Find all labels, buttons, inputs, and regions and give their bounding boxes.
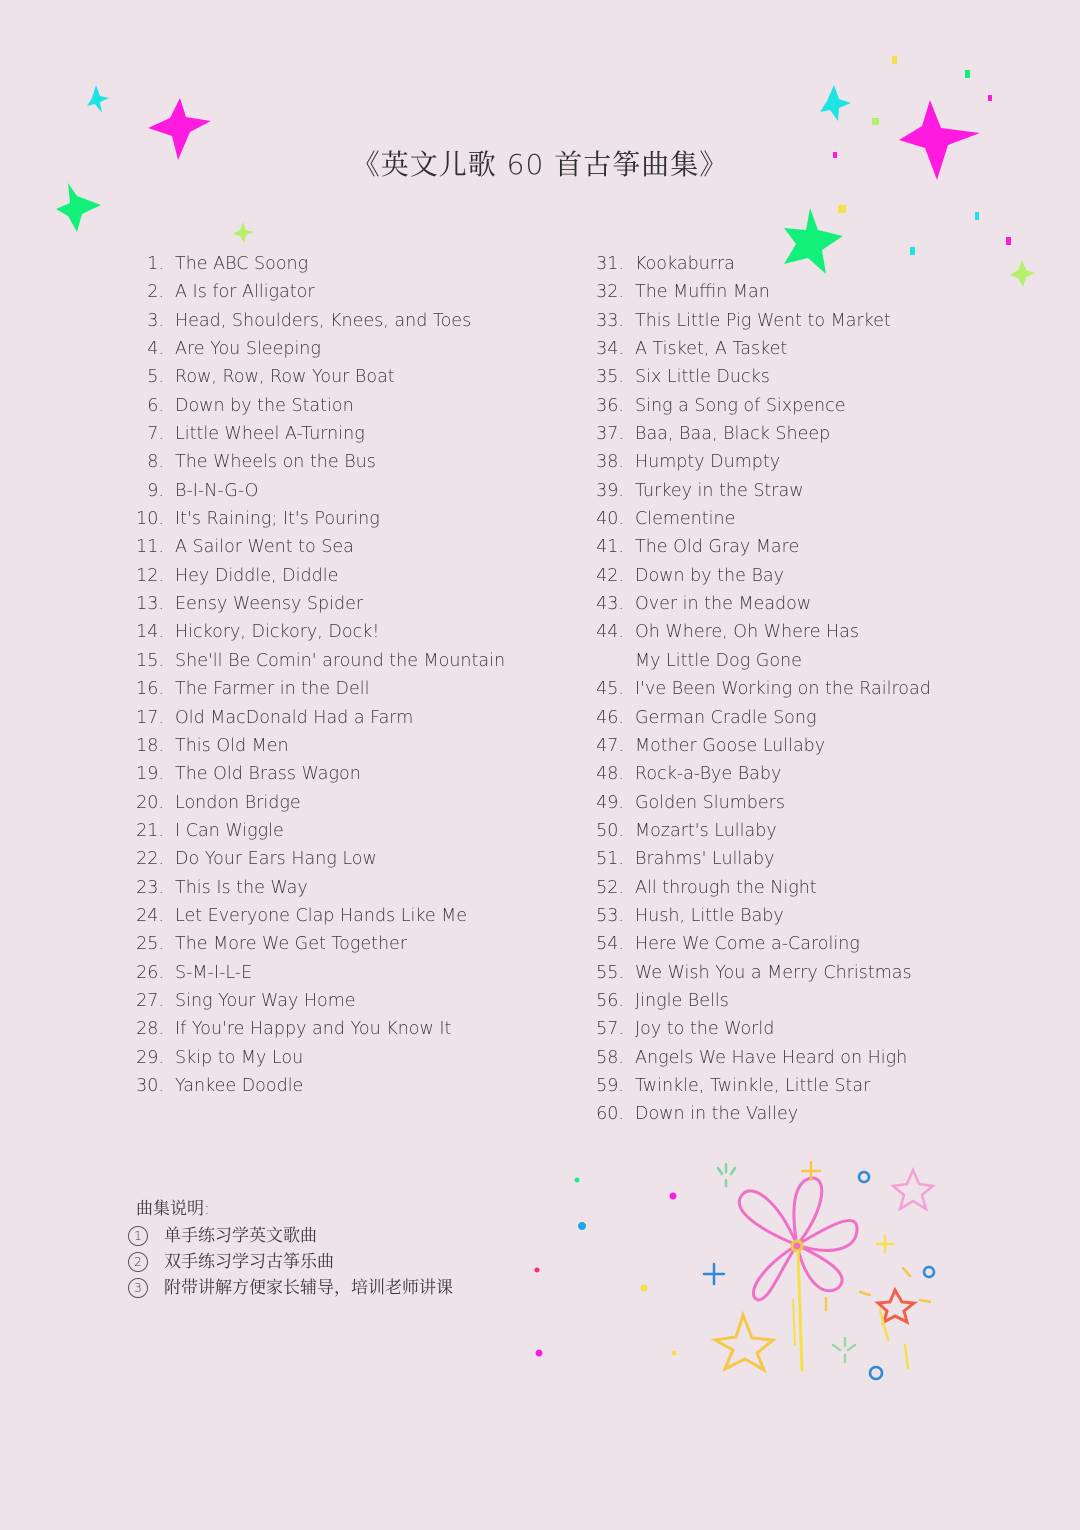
green-star-icon	[56, 183, 101, 232]
song-item	[588, 590, 1008, 618]
song-number: 3.	[147, 310, 164, 331]
song-item	[588, 874, 1008, 902]
song-title: Are You Sleeping	[175, 339, 321, 360]
song-number: 59.	[596, 1075, 624, 1096]
song-title: Over in the Meadow	[635, 594, 812, 615]
note-text: 附带讲解方便家长辅导，培训老师讲课	[164, 1278, 453, 1298]
song-number: 43.	[596, 594, 624, 615]
song-number: 21.	[136, 820, 164, 841]
song-title: I Can Wiggle	[175, 820, 284, 841]
song-title: The Farmer in the Dell	[175, 679, 370, 700]
cyan-star-icon	[87, 85, 109, 113]
song-title: Here We Come a-Caroling	[635, 934, 860, 955]
song-item	[128, 987, 568, 1015]
song-number: 46.	[596, 707, 624, 728]
song-number: 26.	[136, 962, 164, 983]
song-number: 40.	[596, 509, 624, 530]
song-title: I've Been Working on the Railroad	[635, 679, 931, 700]
song-item	[128, 477, 568, 505]
song-number: 38.	[596, 452, 624, 473]
song-title: Sing Your Way Home	[175, 990, 356, 1011]
note-item	[128, 1275, 453, 1301]
song-number: 44.	[596, 622, 624, 643]
song-title: All through the Night	[635, 877, 817, 898]
song-number: 19.	[136, 764, 164, 785]
song-title: We Wish You a Merry Christmas	[635, 962, 912, 983]
song-item	[128, 448, 568, 476]
song-number: 12.	[136, 565, 164, 586]
song-number: 36.	[596, 395, 624, 416]
song-number: 57.	[596, 1019, 624, 1040]
song-title: Down in the Valley	[635, 1104, 799, 1125]
green-star-icon	[784, 208, 843, 274]
song-title: Down by the Bay	[635, 565, 784, 586]
note-text: 单手练习学英文歌曲	[164, 1226, 317, 1246]
song-title: Sing a Song of Sixpence	[635, 395, 846, 416]
song-item	[128, 647, 568, 675]
song-number: 42.	[596, 565, 624, 586]
song-title: If You're Happy and You Know It	[175, 1019, 452, 1040]
song-number: 4.	[147, 339, 164, 360]
song-number: 18.	[136, 735, 164, 756]
page-title: 《英文儿歌 60 首古筝曲集》	[351, 148, 729, 181]
song-title: Turkey in the Straw	[635, 480, 804, 501]
song-title: Down by the Station	[175, 395, 354, 416]
song-title: She'll Be Comin' around the Mountain	[175, 650, 506, 671]
song-item	[588, 675, 1008, 703]
magenta-star-icon	[899, 100, 980, 180]
song-number: 13.	[136, 594, 164, 615]
song-item	[128, 420, 568, 448]
song-number: 37.	[596, 424, 624, 445]
song-title: Do Your Ears Hang Low	[175, 849, 377, 870]
song-number: 54.	[596, 934, 624, 955]
song-number: 5.	[147, 367, 164, 388]
song-item	[588, 732, 1008, 760]
song-item	[128, 1044, 568, 1072]
song-item	[588, 477, 1008, 505]
song-number: 30.	[136, 1075, 164, 1096]
song-item	[128, 789, 568, 817]
song-item	[588, 930, 1008, 958]
song-title: Skip to My Lou	[175, 1047, 304, 1068]
song-number: 25.	[136, 934, 164, 955]
song-title: The Old Brass Wagon	[175, 764, 361, 785]
song-item	[128, 1015, 568, 1043]
song-item	[588, 1015, 1008, 1043]
song-title: This Little Pig Went to Market	[635, 310, 891, 331]
song-item	[588, 987, 1008, 1015]
song-item	[588, 1044, 1008, 1072]
song-number: 27.	[136, 990, 164, 1011]
song-number: 15.	[136, 650, 164, 671]
song-number: 51.	[596, 849, 624, 870]
flower-icon	[739, 1178, 857, 1370]
song-item	[588, 1072, 1008, 1100]
song-number: 16.	[136, 679, 164, 700]
song-title: Six Little Ducks	[635, 367, 770, 388]
song-title: Mother Goose Lullaby	[635, 735, 826, 756]
yellow-star-icon	[715, 1315, 773, 1370]
notes-list	[128, 1223, 453, 1301]
song-number: 35.	[596, 367, 624, 388]
song-number: 50.	[596, 820, 624, 841]
song-title: Hey Diddle, Diddle	[175, 565, 339, 586]
song-title: Head, Shoulders, Knees, and Toes	[175, 310, 472, 331]
song-item	[588, 760, 1008, 788]
song-title: Little Wheel A-Turning	[175, 424, 365, 445]
song-number: 55.	[596, 962, 624, 983]
song-number: 17.	[136, 707, 164, 728]
song-number: 14.	[136, 622, 164, 643]
song-title: A Sailor Went to Sea	[175, 537, 354, 558]
song-title: Eensy Weensy Spider	[175, 594, 364, 615]
song-number: 41.	[596, 537, 624, 558]
song-title: Golden Slumbers	[635, 792, 785, 813]
song-title: Old MacDonald Had a Farm	[175, 707, 414, 728]
song-number: 39.	[596, 480, 624, 501]
song-item	[128, 505, 568, 533]
song-number: 8.	[147, 452, 164, 473]
song-title: The Old Gray Mare	[635, 537, 800, 558]
song-item	[588, 647, 1008, 675]
song-title: This Old Men	[175, 735, 289, 756]
song-item	[128, 675, 568, 703]
song-item	[128, 704, 568, 732]
stars-decoration	[0, 0, 1080, 400]
song-title: Rock-a-Bye Baby	[635, 764, 782, 785]
song-title: A Is for Alligator	[175, 282, 315, 303]
song-title: Mozart's Lullaby	[635, 820, 777, 841]
song-number: 20.	[136, 792, 164, 813]
song-item	[588, 817, 1008, 845]
song-item	[128, 533, 568, 561]
song-title: London Bridge	[175, 792, 301, 813]
song-item	[588, 448, 1008, 476]
song-title: It's Raining; It's Pouring	[175, 509, 380, 530]
song-title: Jingle Bells	[635, 990, 729, 1011]
song-number: 7.	[147, 424, 164, 445]
song-item	[588, 618, 1008, 646]
song-item	[588, 1100, 1008, 1128]
song-number: 29.	[136, 1047, 164, 1068]
song-item	[128, 1072, 568, 1100]
song-item	[588, 902, 1008, 930]
song-number: 32.	[596, 282, 624, 303]
song-number: 47.	[596, 735, 624, 756]
song-item	[128, 874, 568, 902]
song-title: The ABC Soong	[175, 254, 309, 274]
song-title: Hickory, Dickory, Dock!	[175, 622, 380, 643]
song-title: Kookaburra	[635, 254, 735, 274]
song-number: 49.	[596, 792, 624, 813]
song-number: 33.	[596, 310, 624, 331]
song-number: 45.	[596, 679, 624, 700]
song-title: A Tisket, A Tasket	[635, 339, 788, 360]
song-item	[588, 789, 1008, 817]
song-item	[588, 562, 1008, 590]
song-number: 22.	[136, 849, 164, 870]
note-item	[128, 1223, 317, 1249]
song-title: Clementine	[635, 509, 736, 530]
song-item	[128, 930, 568, 958]
note-number-badge: 3	[128, 1278, 148, 1298]
song-title: The Wheels on the Bus	[175, 452, 376, 473]
song-title: Brahms' Lullaby	[635, 849, 775, 870]
song-title: Let Everyone Clap Hands Like Me	[175, 905, 468, 926]
song-title: German Cradle Song	[635, 707, 817, 728]
song-title: This Is the Way	[175, 877, 308, 898]
song-number: 6.	[147, 395, 164, 416]
confetti-icon	[833, 56, 1011, 255]
note-item	[128, 1249, 334, 1275]
song-item	[588, 845, 1008, 873]
song-number: 11.	[136, 537, 164, 558]
song-title: Baa, Baa, Black Sheep	[635, 424, 831, 445]
song-title: Joy to the World	[635, 1019, 775, 1040]
song-item	[128, 817, 568, 845]
song-number: 48.	[596, 764, 624, 785]
small-star-icon	[233, 222, 254, 243]
song-title: Row, Row, Row Your Boat	[175, 367, 395, 388]
song-item	[588, 420, 1008, 448]
orange-star-icon	[878, 1290, 914, 1322]
song-item	[128, 732, 568, 760]
song-item	[588, 533, 1008, 561]
song-title: Humpty Dumpty	[635, 452, 781, 473]
song-item	[128, 618, 568, 646]
song-title: Hush, Little Baby	[635, 905, 784, 926]
song-item	[128, 760, 568, 788]
song-number: 34.	[596, 339, 624, 360]
song-title: Angels We Have Heard on High	[635, 1047, 908, 1068]
song-title: Yankee Doodle	[175, 1075, 304, 1096]
cyan-star-icon	[820, 85, 851, 121]
song-item	[128, 590, 568, 618]
song-number: 10.	[136, 509, 164, 530]
song-number: 24.	[136, 905, 164, 926]
note-text: 双手练习学习古筝乐曲	[164, 1252, 334, 1272]
song-title: Oh Where, Oh Where Has	[635, 622, 860, 643]
song-item	[588, 704, 1008, 732]
song-number: 56.	[596, 990, 624, 1011]
song-title: Twinkle, Twinkle, Little Star	[635, 1075, 871, 1096]
magenta-star-icon	[148, 98, 211, 160]
notes-title: 曲集说明:	[136, 1199, 210, 1219]
song-number: 53.	[596, 905, 624, 926]
note-number-badge: 2	[128, 1252, 148, 1272]
song-title: B-I-N-G-O	[175, 480, 259, 501]
song-item	[588, 959, 1008, 987]
song-number: 58.	[596, 1047, 624, 1068]
song-item	[128, 562, 568, 590]
song-title: The Muffin Man	[635, 282, 770, 303]
song-number: 2.	[147, 282, 164, 303]
sparkle-icon	[704, 1162, 930, 1368]
song-number: 60.	[596, 1104, 624, 1125]
song-number: 52.	[596, 877, 624, 898]
song-item	[128, 959, 568, 987]
song-number: 31.	[596, 254, 624, 274]
song-number: 1.	[147, 254, 164, 274]
song-number: 9.	[147, 480, 164, 501]
song-number: 28.	[136, 1019, 164, 1040]
song-item	[588, 505, 1008, 533]
song-title: The More We Get Together	[175, 934, 408, 955]
song-item	[128, 902, 568, 930]
song-item	[128, 845, 568, 873]
pink-star-icon	[893, 1170, 933, 1209]
confetti-icon	[535, 1172, 935, 1379]
song-title: S-M-I-L-E	[175, 962, 253, 983]
song-title: My Little Dog Gone	[635, 650, 802, 671]
notes-section	[128, 1195, 453, 1301]
small-star-icon	[1010, 260, 1035, 287]
song-number: 23.	[136, 877, 164, 898]
note-number-badge: 1	[128, 1226, 148, 1246]
